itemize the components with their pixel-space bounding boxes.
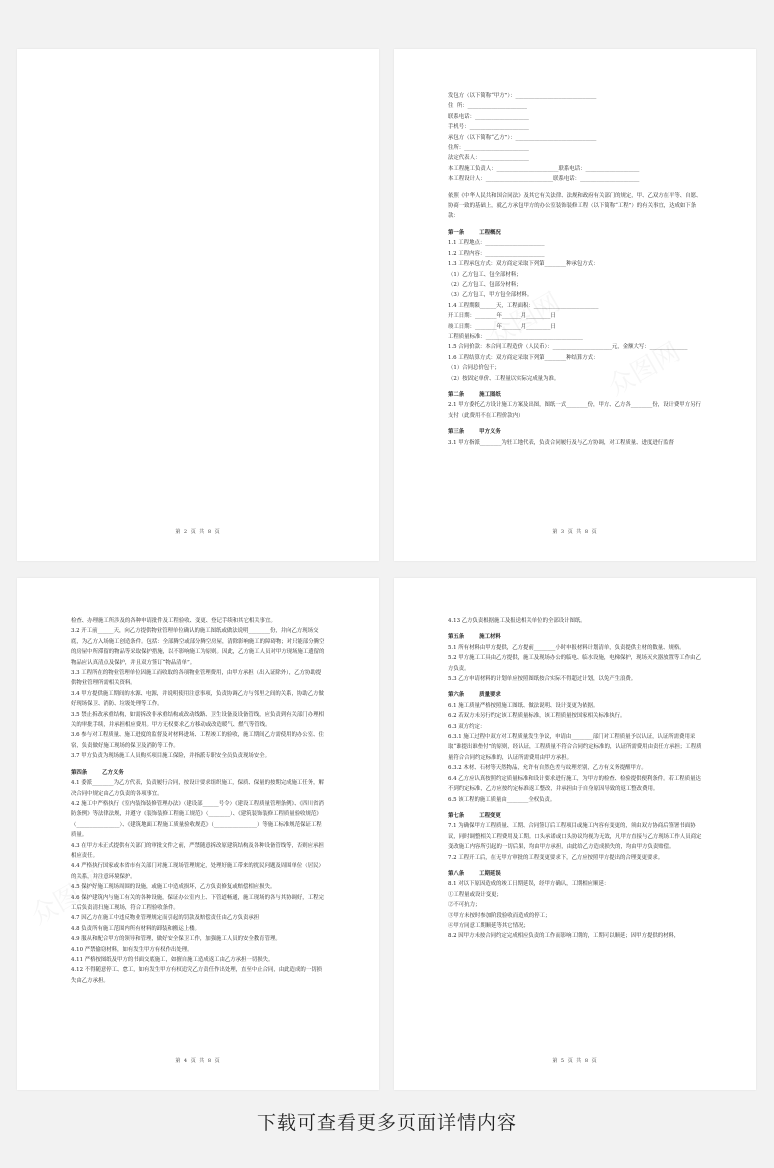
text-line: 1.4 工程期限______天，工程面积：________________________ bbox=[448, 302, 599, 309]
text-line: 依照《中华人民共和国合同法》及其它有关法律、法规和政府有关部门的规定，甲、乙双方在平等、自愿、协商一致的基础上，就乙方承包甲方的办公室装饰装修工程（以下简称“工程”）的有关事宜，达成如下条款： bbox=[448, 192, 702, 220]
text-line: 工程质量标准：____________________________________ bbox=[448, 333, 583, 340]
text-line: 发包方（以下简称“甲方”）：______________________________ bbox=[448, 93, 597, 99]
text-line: 4.13 乙方负责根据施工及报送相关单位的全部设计图纸。 bbox=[448, 618, 586, 624]
text-line: 开工日期：________年_______月_________日 bbox=[448, 313, 556, 320]
text-line: 5.3 乙方申请材料的计划单应按照图纸按合实际不得超过计划，以免产生浪费。 bbox=[448, 676, 637, 683]
text-line: 4.11 严格按图纸及甲方的书面交底施工，如擅自施工造成返工由乙方承担一切损失。 bbox=[71, 957, 274, 963]
section-heading: 第二条 施工图纸 bbox=[448, 391, 501, 398]
text-line: （1）合同总价包干； bbox=[448, 365, 500, 372]
text-line: 6.2 若双方未另行约定该工程质量标准，该工程质量按国家相关标准执行。 bbox=[448, 713, 626, 720]
text-line: 承包方（以下简称“乙方”）：______________________________ bbox=[448, 134, 597, 141]
text-line: 本工程设计人：_________________________联系电话：______________________ bbox=[448, 176, 640, 183]
document-page-2 bbox=[17, 49, 379, 561]
text-line: 本工程施工负责人：_______________________联系电话：____________________ bbox=[448, 165, 640, 172]
text-line: 1.1 工程地点：______________________ bbox=[448, 240, 545, 247]
text-line: 住所：________________________ bbox=[448, 145, 529, 152]
text-line: 4.1 委派________为乙方代表，负责履行合同，按设计要求组织施工，保质、保量的按期完成施工任务，解决合同中规定由乙方负责的各项事宜。 bbox=[71, 780, 324, 797]
text-line: 4.6 保护建筑内与施工有关的各种设施，保证办公室内上、下管道畅通，施工现场的各与其协调好，工程完工后负责清扫施工现场，符合工程验收条件。 bbox=[71, 894, 324, 911]
section-heading: 第七条 工程变更 bbox=[448, 812, 501, 819]
text-line: 1.6 工程结算方式：双方商定采取下列第________种结算方式： bbox=[448, 354, 599, 361]
section-heading: 第四条 乙方义务 bbox=[71, 769, 124, 776]
page-body bbox=[448, 91, 702, 448]
text-line: 1.2 工程内容：______________________ bbox=[448, 250, 545, 257]
text-line: ①工程量或设计变更； bbox=[448, 891, 502, 898]
text-line: （3）乙方包工，甲方包全部材料。 bbox=[448, 292, 533, 299]
text-line: 4.7 因乙方在施工中违反物业管理规定而引起的罚款及赔偿责任由乙方负责承担 bbox=[71, 915, 260, 922]
text-line: 检查、办理施工所涉及的各种申请批件及工程验收、变更、登记手续和其它相关事宜。 bbox=[71, 618, 276, 624]
text-line: 6.3.2 木材、石材等天然物品，允许有自然色差与纹理差别，乙方有义务提醒甲方。 bbox=[448, 765, 647, 772]
text-line: 联系电话：____________________ bbox=[448, 113, 529, 120]
text-line: 4.5 保护好施工现场周围的设施，或施工中造成损坏，乙方负责修复或赔偿相应损失。 bbox=[71, 884, 276, 891]
text-line: 5.2 甲方施工工具由乙方提供，施工及现场办公的临电、临水设施，电梯保护，现场灭火器放置等工作由乙方负责。 bbox=[448, 655, 701, 672]
text-line: （1）乙方包工、包全部材料； bbox=[448, 271, 522, 278]
text-line: 1.5 合同价款：本合同工程造价（人民币）：______________________元，金额大写：______________ bbox=[448, 344, 688, 351]
download-banner[interactable]: 下载可查看更多页面详情内容 bbox=[256, 1112, 517, 1134]
text-line: 4.3 在甲方未正式提供有关部门的审批文件之前，严禁随意拆改原建筑结构及各种设备管线等，否则应承担相应责任。 bbox=[71, 842, 324, 859]
page-footer: 第 3 页 共 8 页 bbox=[552, 529, 598, 535]
text-line: 8.1 对以下原因造成的竣工日期延误，经甲方确认，工期相应顺延： bbox=[448, 881, 610, 888]
text-line: 1.3 工程承包方式：双方商定采取下列第________种承包方式： bbox=[448, 261, 599, 268]
text-line: 3.7 甲方负责为现场施工人员购买项目施工保险，并指派专职安全员负责现场安全。 bbox=[71, 753, 270, 760]
text-line: 7.1 为确保甲方工程质量、工期、合同签订后工程项目或施工内容有变更的，须由双方协商后签署书面协议，同时调整相关工程费用及工期。口头承诺或口头协议均视为无效，凡甲方直接与乙方现场工作人员商定变改施工内容所引起的一切后果，均由甲方承担，由此给乙方造成损失的，均由甲方负责赔偿。 bbox=[448, 823, 702, 851]
text-line: 3.4 甲方提供施工期间的水源、电源，并说明使用注意事项，负责协调乙方与邻里之间的关系，协助乙方做好现场保卫、消防、垃圾处理等工作。 bbox=[71, 690, 324, 708]
section-heading: 第三条 甲方义务 bbox=[448, 429, 501, 436]
text-line: 4.12 不得随意停工、怠工，如有发生甲方有权追究乙方责任作出处理，直至中止合同，由此造成的一切损失由乙方承担。 bbox=[71, 967, 322, 984]
page-body bbox=[448, 616, 702, 942]
text-line: 7.2 工程开工后，在无甲方审批的工程变更要求下，乙方应按照甲方提出的合理变更要求。 bbox=[448, 854, 664, 861]
text-line: ③甲方未按时参加阶段验收而造成的停工； bbox=[448, 912, 551, 919]
text-line: 3.6 参与对工程质量、施工进度的监督及对材料进场、工程竣工的验收，施工期间乙方需使用的办公室、住宿，负责做好施工现场的保卫及消防等工作。 bbox=[71, 732, 324, 749]
page-footer: 第 5 页 共 8 页 bbox=[552, 1058, 598, 1064]
text-line: 6.4 乙方应认真按照约定质量标准和设计要求进行施工，为甲方的检查、检验提供便利条件。若工程质量达不到约定标准，乙方应按约定标准返工整改，并承担由于自身原因导致的返工整改费用。 bbox=[448, 775, 701, 793]
section-heading: 第五条 施工材料 bbox=[448, 634, 501, 641]
text-line: （2）按固定单价、工程量以实际完成量为准。 bbox=[448, 375, 560, 382]
text-line: 6.3.1 施工过程中双方对工程质量发生争议，申请由________部门对工程质量予以认证，认证所需费用采取“谁提出谁垫付”的原则，经认证，工程质量不符合合同约定标准的，认证所需费用由责任方承担；工程质量符合合同约定标准的，认证所需费用由甲方承担。 bbox=[448, 734, 702, 761]
text-line: 3.1 甲方指派________为驻工地代表，负责合同履行及与乙方协调，对工程质量、进度进行监督 bbox=[448, 439, 674, 446]
text-line: 3.2 开工前______天，向乙方提供物业管理单位确认的施工图纸或做法说明________份，并向乙方现场交底，为乙方入场施工创造条件。包括：全部腾空或部分腾空房屋，清除影响施工的障碍物；对只能部分腾空的房屋中所滞留的物品等采取保护措施，以不影响施工为原则。因此，乙方施工人员对甲方现场施工遗留的物品应认真清点及保护，并且双方签订“物品清单”。 bbox=[71, 628, 325, 666]
text-line: 4.4 严格执行国家或本省市有关部门对施工现场管理规定，处理好施工带来的扰民问题及周围单位（居民）的关系，并注意环境保护。 bbox=[71, 863, 324, 880]
document-page-4 bbox=[17, 578, 379, 1090]
text-line: 竣工日期：________年_______月_________日 bbox=[448, 323, 556, 330]
text-line: 2.1 甲方委托乙方设计施工方案及出图，图纸一式________份，甲方、乙方各________份，设计费甲方另行支付（此费用不在工程价款内） bbox=[448, 402, 701, 419]
text-line: ②不可抗力； bbox=[448, 902, 481, 909]
text-line: 手机号：______________________ bbox=[448, 124, 529, 131]
page-footer: 第 2 页 共 8 页 bbox=[175, 529, 221, 535]
section-heading: 第六条 质量要求 bbox=[448, 692, 501, 699]
text-line: 5.1 所有材料由甲方提供，乙方提前________小时申报材料计划清单，负责提供主材的数量、规格。 bbox=[448, 644, 685, 651]
text-line: 6.1 施工质量严格按照施工图纸、做法说明、设计变更为依据。 bbox=[448, 702, 599, 709]
text-line: （2）乙方包工、包部分材料； bbox=[448, 281, 522, 288]
text-line: 住 所：______________________ bbox=[448, 103, 527, 110]
text-line: 8.2 因甲方未按合同约定完成相应负责的工作而影响工期的，工期可以顺延；因甲方提供的材料， bbox=[448, 933, 680, 940]
text-line: ④甲方同意工期顺延等其它情况； bbox=[448, 922, 529, 929]
document-page-5 bbox=[394, 578, 756, 1090]
text-line: 4.2 施工中严格执行《室内装饰装修管理办法》（建设部______号令）《建设工程质量管理条例》、《四川省消防条例》等法律法规，并遵守《装饰装修工程施工规范》（________）、《建筑装饰装修工程质量验收规范》（________________）、《建筑地面工程施工质量验收规范》（________________）等施工标准规范保证工程质量。 bbox=[71, 800, 324, 839]
text-line: 3.3 工程所在的物业管理单位因施工而收取的各项物业管理费用，由甲方承担（出入证除外），乙方协助提供物业管理所需相关资料。 bbox=[71, 670, 322, 687]
document-page-3 bbox=[394, 49, 756, 561]
text-line: 4.9 服从和配合甲方的领导和管理，做好安全保卫工作，加强施工人员的安全教育管理。 bbox=[71, 936, 281, 943]
text-line: 6.5 该工程的施工质量由________全权负责。 bbox=[448, 796, 556, 803]
text-line: 6.3 双方约定： bbox=[448, 723, 486, 730]
section-heading: 第一条 工程概况 bbox=[448, 229, 501, 236]
text-line: 法定代表人：__________________ bbox=[448, 155, 529, 162]
page-footer: 第 4 页 共 8 页 bbox=[175, 1058, 221, 1064]
page-body bbox=[71, 616, 325, 986]
text-line: 4.8 负责所有施工范围内所有材料的卸装和搬运上楼。 bbox=[71, 925, 200, 932]
text-line: 3.5 禁止拆改承重结构，如需拆改非承重结构或改动线路、卫生设备及设备管线，应负责到有关部门办理相关的审批手续，并承担相应费用。甲方无权要求乙方移动或改造暖气、燃气等管线。 bbox=[71, 711, 324, 729]
text-line: 4.10 严禁偷窃材料，如有发生甲方有权作出处理。 bbox=[71, 946, 193, 953]
section-heading: 第八条 工期延误 bbox=[448, 870, 501, 877]
